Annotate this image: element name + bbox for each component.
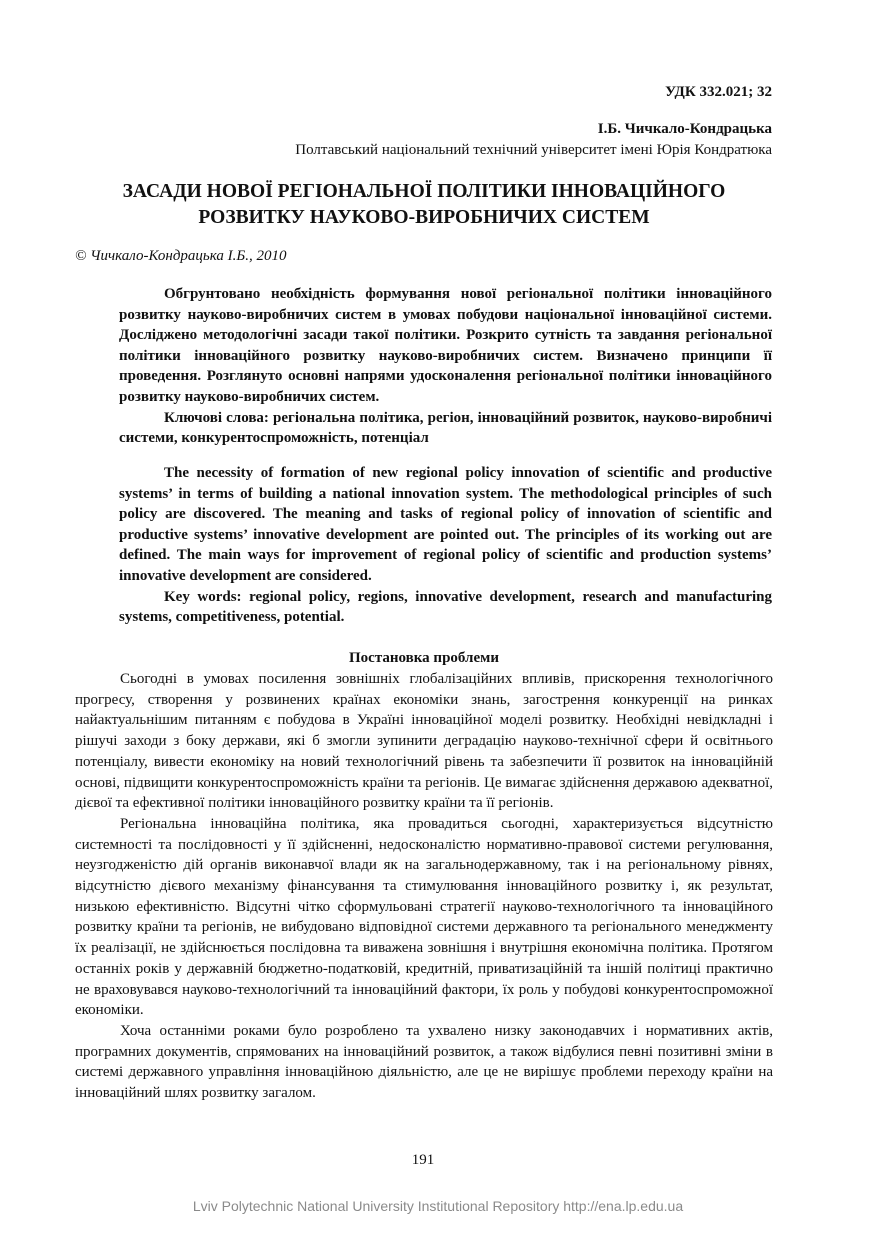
- repository-footer: Lviv Polytechnic National University Institutional Repository http://ena.lp.edu.ua: [192, 1198, 684, 1214]
- body-paragraph: Сьогодні в умовах посилення зовнішніх глобалізаційних впливів, прискорення технологічного прогресу, створення у розвинених країнах економіки знань, загострення конкуренції на ринках найактуальнішим питанням є побудова в Україні інноваційної моделі розвитку. Необхідні невідкладні і рішучі заходи з боку держави, які б змогли зупинити деградацію науково-технічної сфери й освітнього потенціалу, вивести економіку на новий технологічний рівень та забезпечити її розвиток на інноваційній основі, підвищити конкурентоспроможність країни та регіонів. Це вимагає здійснення державою адекватної, дієвої та ефективної політики інноваційного розвитку країни та її регіонів.: [75, 671, 773, 812]
- abstract-ukrainian: [119, 284, 772, 449]
- section-heading: Постановка проблеми: [349, 650, 499, 666]
- abstract-english: [119, 463, 772, 628]
- copyright-line: © Чичкало-Кондрацька І.Б., 2010: [75, 248, 287, 264]
- author-name: І.Б. Чичкало-Кондрацька: [597, 121, 772, 137]
- article-title: ЗАСАДИ НОВОЇ РЕГІОНАЛЬНОЇ ПОЛІТИКИ ІННОВАЦІЙНОГО РОЗВИТКУ НАУКОВО-ВИРОБНИЧИХ СИСТЕМ: [122, 181, 726, 228]
- keywords-ua: Ключові слова: регіональна політика, регіон, інноваційний розвиток, науково-виробничі системи, конкурентоспроможність, потенціал: [119, 409, 772, 447]
- udc-code: УДК 332.021; 32: [665, 84, 772, 100]
- abstract-ua-text: Обгрунтовано необхідність формування нової регіональної політики інноваційного розвитку науково-виробничих систем в умовах побудови національної інноваційної системи. Досліджено методологічні засади такої політики. Розкрито сутність та завдання регіональної політики інноваційного розвитку науково-виробничих систем. Визначено принципи її проведення. Розглянуто основні напрями удосконалення регіональної політики інноваційного розвитку науково-виробничих систем.: [119, 286, 772, 405]
- page-number: 191: [411, 1152, 435, 1168]
- body-paragraph: Регіональна інноваційна політика, яка провадиться сьогодні, характеризується відсутністю системності та послідовності у її здійсненні, недосконалістю нормативно-правової системи регулювання, неузгодженістю дій органів виконавчої влади як на загальнодержавному, так і на регіональному рівнях, відсутністю дієвого механізму фінансування та стимулювання інноваційного розвитку і, як результат, низькою ефективністю. Відсутні чітко сформульовані стратегії науково-технологічного та інноваційного розвитку країни та регіонів, не вибудовано відповідної системи державного та регіонального менеджменту їх реалізації, не здійснюється послідовна та виважена зовнішня і внутрішня економічна політика. Протягом останніх років у державній бюджетно-податковій, кредитній, приватизаційній та іншій політиці практично не враховувався науково-технологічний та інноваційний фактори, їх роль у побудові конкурентоспроможної економіки.: [75, 815, 773, 1019]
- keywords-en: Key words: regional policy, regions, innovative development, research and manufacturing systems, competitiveness, potential.: [119, 588, 772, 626]
- body-paragraph: Хоча останніми роками було розроблено та ухвалено низку законодавчих і нормативних актів, програмних документів, спрямованих на інноваційний розвиток, а також відбулися певні позитивні зміни в системі державного управління інноваційною діяльністю, але це не вирішує проблеми переходу країни на інноваційний шлях розвитку загалом.: [75, 1022, 773, 1102]
- abstract-en-text: The necessity of formation of new regional policy innovation of scientific and productive systems’ in terms of building a national innovation system. The methodological principles of such policy are discovered. The meaning and tasks of regional policy of innovation of scientific and productive systems’ innovative development are pointed out. The principles of its working out are defined. The main ways for improvement of regional policy of scientific and production systems’ innovative development are considered.: [119, 465, 772, 584]
- author-affiliation: Полтавський національний технічний університет імені Юрія Кондратюка: [295, 142, 772, 158]
- section-body: [75, 669, 773, 1104]
